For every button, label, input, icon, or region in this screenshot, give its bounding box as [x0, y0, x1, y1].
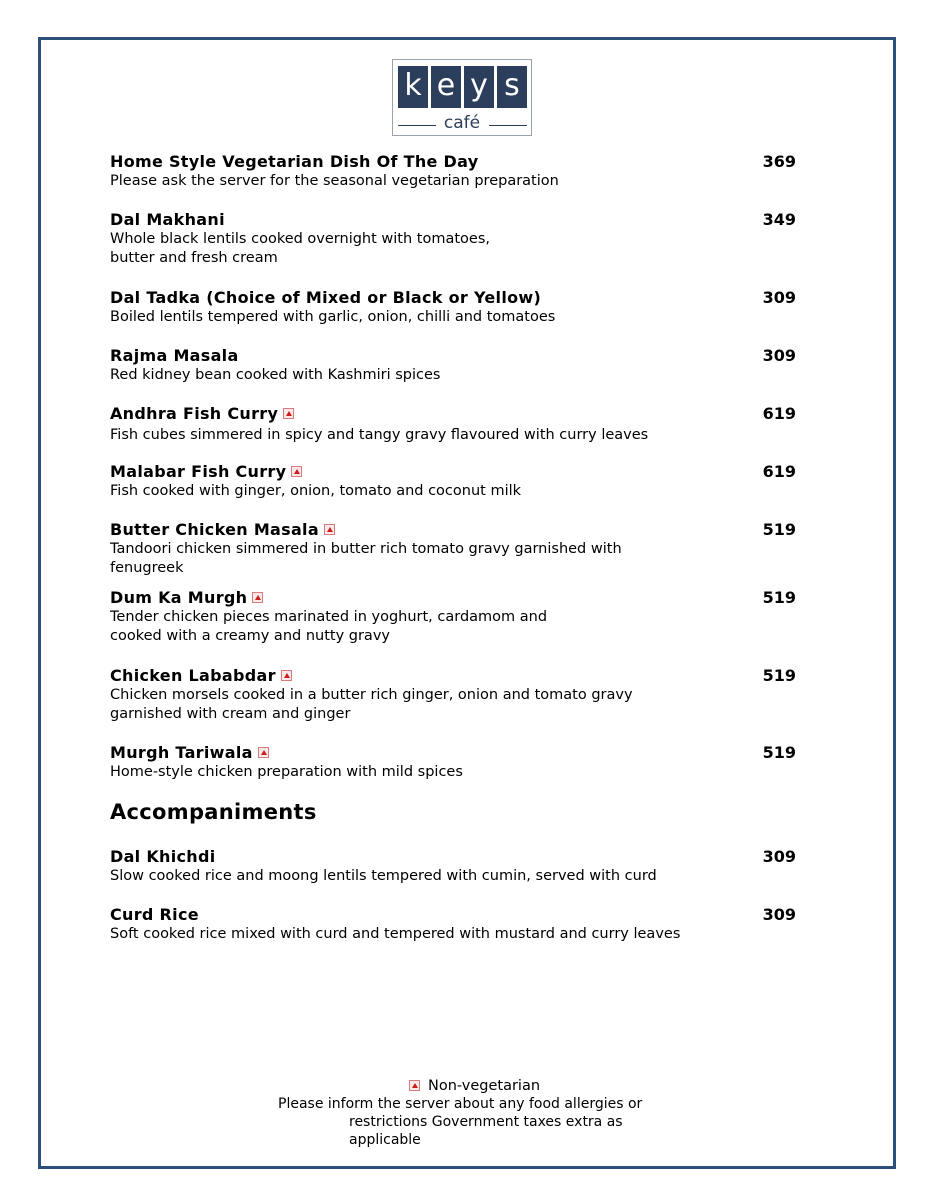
- item-description: Chicken morsels cooked in a butter rich ginger, onion and tomato gravy garnished with cream and ginger: [110, 687, 633, 722]
- item-name: Chicken Lababdar: [110, 666, 276, 685]
- menu-item: [110, 152, 800, 191]
- item-name-row: [110, 404, 800, 424]
- item-name: Curd Rice: [110, 905, 199, 924]
- item-name: Dal Khichdi: [110, 847, 216, 866]
- section-title-accompaniments: Accompaniments: [110, 800, 317, 824]
- legend-label: Non-vegetarian: [428, 1078, 541, 1094]
- item-name-row: [110, 743, 800, 763]
- item-price: 619: [762, 404, 796, 423]
- non-veg-icon: [291, 466, 302, 477]
- item-price: 519: [762, 588, 796, 607]
- logo-subtitle: café: [443, 113, 481, 133]
- item-name-row: [110, 462, 800, 482]
- keys-cafe-logo: [392, 59, 532, 136]
- logo-letter: k: [398, 66, 428, 108]
- menu-item: [110, 404, 800, 445]
- menu-item: [110, 743, 800, 782]
- item-description: Home-style chicken preparation with mild spices: [110, 764, 463, 780]
- allergy-note-line-2: restrictions Government taxes extra as: [349, 1114, 623, 1130]
- item-name: Butter Chicken Masala: [110, 520, 319, 539]
- item-price: 519: [762, 520, 796, 539]
- menu-item: [110, 346, 800, 385]
- item-description: Red kidney bean cooked with Kashmiri spices: [110, 367, 441, 383]
- item-description: Fish cubes simmered in spicy and tangy gravy flavoured with curry leaves: [110, 427, 649, 443]
- item-description: Slow cooked rice and moong lentils tempered with cumin, served with curd: [110, 868, 657, 884]
- item-name-row: [110, 666, 800, 686]
- menu-item: [110, 588, 800, 646]
- menu-item: [110, 847, 800, 886]
- item-description: Please ask the server for the seasonal vegetarian preparation: [110, 173, 559, 189]
- item-price: 619: [762, 462, 796, 481]
- item-price: 309: [762, 905, 796, 924]
- item-name: Dum Ka Murgh: [110, 588, 248, 607]
- menu-item: [110, 666, 800, 724]
- item-name: Andhra Fish Curry: [110, 404, 279, 423]
- logo-letter: s: [497, 66, 527, 108]
- menu-item: [110, 462, 800, 501]
- non-veg-icon: [252, 592, 263, 603]
- item-name: Dal Makhani: [110, 210, 225, 229]
- item-name: Murgh Tariwala: [110, 743, 253, 762]
- item-description: Fish cooked with ginger, onion, tomato and coconut milk: [110, 483, 522, 499]
- item-price: 309: [762, 288, 796, 307]
- menu-item: [110, 520, 800, 578]
- item-description: Whole black lentils cooked overnight with tomatoes, butter and fresh cream: [110, 231, 490, 266]
- item-description: Soft cooked rice mixed with curd and tempered with mustard and curry leaves: [110, 926, 681, 942]
- non-veg-icon: [324, 524, 335, 535]
- non-veg-icon: [281, 670, 292, 681]
- item-name-row: [110, 520, 800, 540]
- item-name: Malabar Fish Curry: [110, 462, 287, 481]
- menu-item: [110, 210, 800, 268]
- item-description: Tandoori chicken simmered in butter rich tomato gravy garnished with fenugreek: [110, 541, 622, 576]
- item-name-row: [110, 588, 800, 608]
- item-price: 369: [762, 152, 796, 171]
- non-veg-icon: [283, 408, 294, 419]
- non-veg-icon: [409, 1080, 420, 1091]
- item-price: 519: [762, 666, 796, 685]
- item-price: 309: [762, 346, 796, 365]
- allergy-note-line-3: applicable: [349, 1132, 421, 1148]
- item-name: Rajma Masala: [110, 346, 239, 365]
- item-name: Dal Tadka (Choice of Mixed or Black or Yellow): [110, 288, 542, 307]
- item-name: Home Style Vegetarian Dish Of The Day: [110, 152, 479, 171]
- item-price: 349: [762, 210, 796, 229]
- logo-letters: [398, 66, 527, 108]
- item-price: 309: [762, 847, 796, 866]
- logo-letter: y: [464, 66, 494, 108]
- item-price: 519: [762, 743, 796, 762]
- menu-item: [110, 288, 800, 327]
- item-description: Boiled lentils tempered with garlic, onion, chilli and tomatoes: [110, 309, 556, 325]
- non-veg-icon: [258, 747, 269, 758]
- logo-rule-right: [489, 125, 527, 126]
- allergy-note-line-1: Please inform the server about any food allergies or: [278, 1096, 643, 1112]
- item-description: Tender chicken pieces marinated in yoghurt, cardamom and cooked with a creamy and nutty gravy: [110, 609, 548, 644]
- non-veg-legend: [409, 1077, 540, 1095]
- menu-item: [110, 905, 800, 944]
- logo-letter: e: [431, 66, 461, 108]
